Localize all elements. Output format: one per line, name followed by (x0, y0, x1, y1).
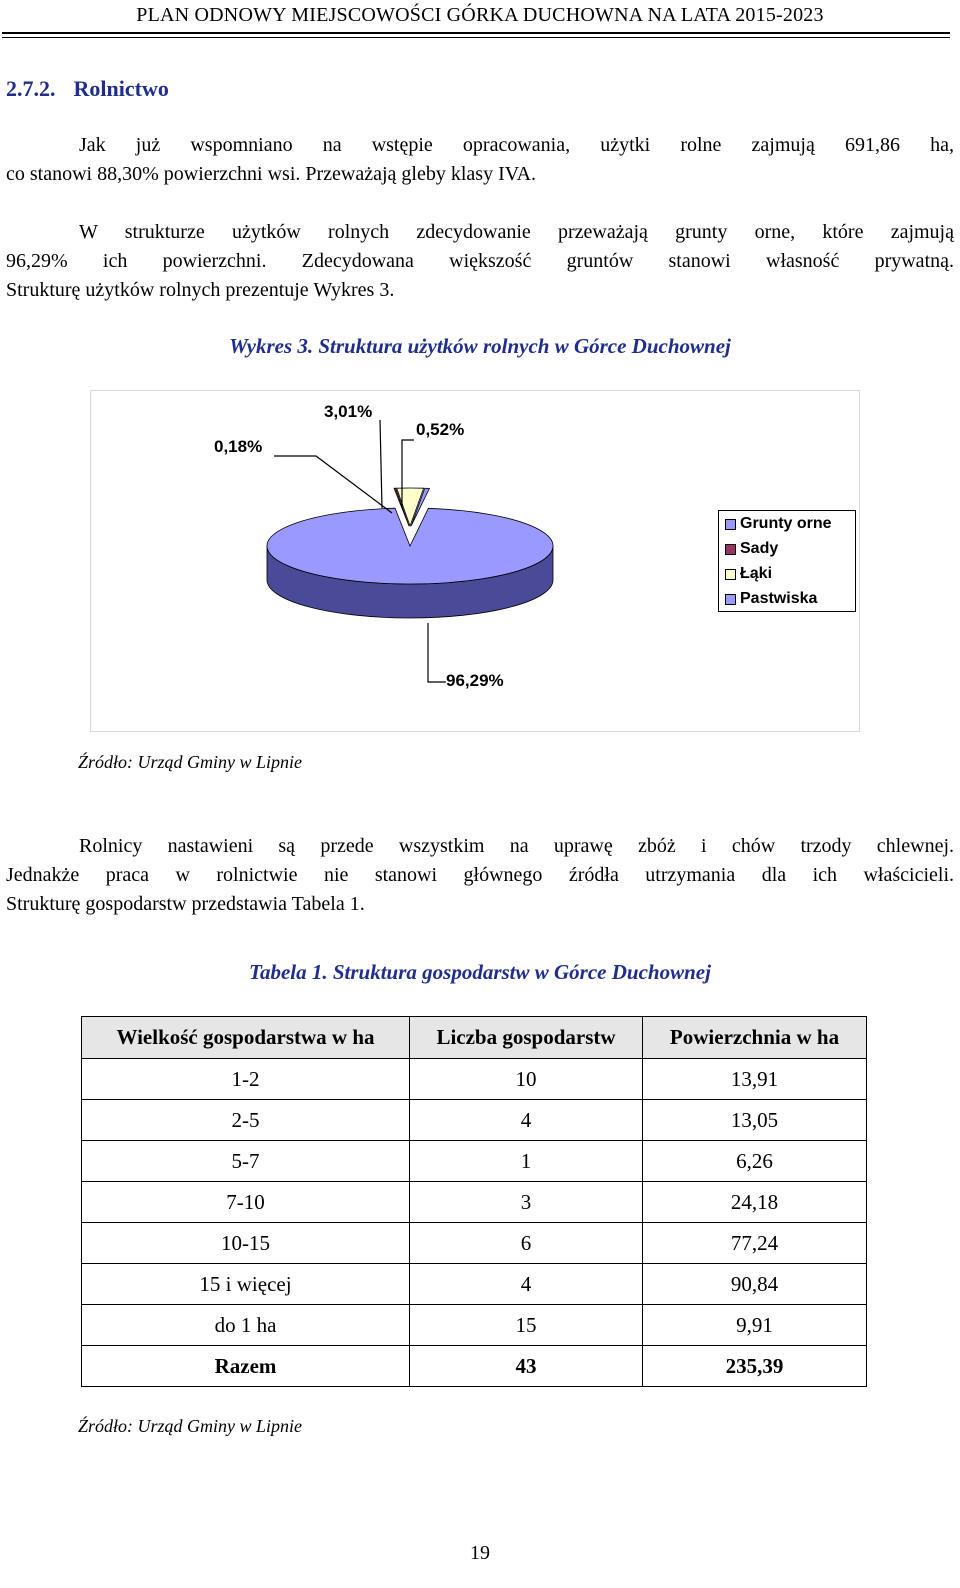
chart-caption: Wykres 3. Struktura użytków rolnych w Górce Duchownej (229, 334, 731, 358)
paragraph-line: W strukturze użytków rolnych zdecydowanie przeważają grunty orne, które zajmują (79, 221, 954, 243)
table-cell: Razem (82, 1346, 410, 1387)
table-cell: 1-2 (82, 1059, 410, 1100)
paragraph-2 (6, 218, 954, 305)
table-cell: 2-5 (82, 1100, 410, 1141)
table-cell: 1 (410, 1141, 643, 1182)
section-title: Rolnictwo (73, 76, 169, 101)
chart-legend (718, 510, 856, 612)
data-label-sady: 0,18% (214, 437, 263, 456)
leader-line-laki (380, 420, 382, 508)
table-cell: 7-10 (82, 1182, 410, 1223)
table-row (82, 1141, 867, 1182)
legend-swatch-grunty-orne (725, 519, 736, 530)
table-cell: 90,84 (643, 1264, 867, 1305)
table-cell: 43 (410, 1346, 643, 1387)
table-row (82, 1100, 867, 1141)
table-cell: 6,26 (643, 1141, 867, 1182)
table-cell: 6 (410, 1223, 643, 1264)
paragraph-line: Rolnicy nastawieni są przede wszystkim na uprawę zbóż i chów trzody chlewnej. (79, 835, 954, 857)
data-label-pastwiska: 0,52% (416, 420, 465, 439)
section-number: 2.7.2. (6, 76, 56, 101)
legend-label: Sady (740, 540, 779, 557)
table-cell: 4 (410, 1100, 643, 1141)
table-cell: 13,91 (643, 1059, 867, 1100)
paragraph-line: Strukturę użytków rolnych prezentuje Wykres 3. (6, 279, 395, 301)
column-header: Powierzchnia w ha (643, 1017, 867, 1059)
table-cell: do 1 ha (82, 1305, 410, 1346)
table-cell: 235,39 (643, 1346, 867, 1387)
table-source: Źródło: Urząd Gminy w Lipnie (78, 1416, 303, 1436)
legend-swatch-sady (725, 544, 736, 555)
table-header-row (82, 1017, 867, 1059)
legend-label: Łąki (740, 565, 773, 582)
data-label-grunty-orne: 96,29% (446, 671, 504, 690)
table-cell: 15 i więcej (82, 1264, 410, 1305)
table-cell: 10-15 (82, 1223, 410, 1264)
header-rule-thin (2, 37, 950, 38)
paragraph-line: 96,29% ich powierzchni. Zdecydowana większość gruntów stanowi własność prywatną. (6, 250, 954, 272)
table-row (82, 1223, 867, 1264)
legend-label: Grunty orne (740, 515, 832, 532)
legend-item (725, 563, 772, 585)
header-rule (2, 32, 950, 34)
table-cell: 3 (410, 1182, 643, 1223)
table-cell: 9,91 (643, 1305, 867, 1346)
paragraph-line: Jak już wspomniano na wstępie opracowania, użytki rolne zajmują 691,86 ha, (79, 134, 954, 156)
table-caption: Tabela 1. Struktura gospodarstw w Górce Duchownej (249, 960, 711, 984)
section-heading (6, 76, 169, 102)
column-header: Wielkość gospodarstwa w ha (82, 1017, 410, 1059)
table-row (82, 1305, 867, 1346)
paragraph-line: co stanowi 88,30% powierzchni wsi. Przeważają gleby klasy IVA. (6, 163, 537, 185)
running-header: PLAN ODNOWY MIEJSCOWOŚCI GÓRKA DUCHOWNA NA LATA 2015-2023 (136, 4, 824, 26)
legend-item (725, 538, 778, 560)
legend-item (725, 513, 832, 535)
paragraph-3 (6, 832, 954, 919)
table-total-row (82, 1346, 867, 1387)
chart-source: Źródło: Urząd Gminy w Lipnie (78, 752, 303, 772)
table-cell: 24,18 (643, 1182, 867, 1223)
table-cell: 13,05 (643, 1100, 867, 1141)
pie-group (267, 488, 553, 618)
paragraph-1 (6, 131, 954, 189)
table-row (82, 1264, 867, 1305)
column-header: Liczba gospodarstw (410, 1017, 643, 1059)
table-row (82, 1059, 867, 1100)
paragraph-line: Strukturę gospodarstw przedstawia Tabela 1. (6, 893, 365, 915)
table-cell: 10 (410, 1059, 643, 1100)
table-cell: 4 (410, 1264, 643, 1305)
data-label-laki: 3,01% (324, 402, 373, 421)
leader-line-sady (274, 456, 392, 513)
legend-item (725, 588, 817, 610)
table-cell: 5-7 (82, 1141, 410, 1182)
table-cell: 15 (410, 1305, 643, 1346)
legend-swatch-laki (725, 569, 736, 580)
farm-structure-table (81, 1016, 867, 1387)
legend-label: Pastwiska (740, 590, 818, 607)
paragraph-line: Jednakże praca w rolnictwie nie stanowi głównego źródła utrzymania dla ich właścicieli. (6, 864, 954, 886)
legend-swatch-pastwiska (725, 594, 736, 605)
table-row (82, 1182, 867, 1223)
leader-line-grunty-orne (428, 623, 446, 682)
table-cell: 77,24 (643, 1223, 867, 1264)
page-number: 19 (470, 1542, 490, 1564)
